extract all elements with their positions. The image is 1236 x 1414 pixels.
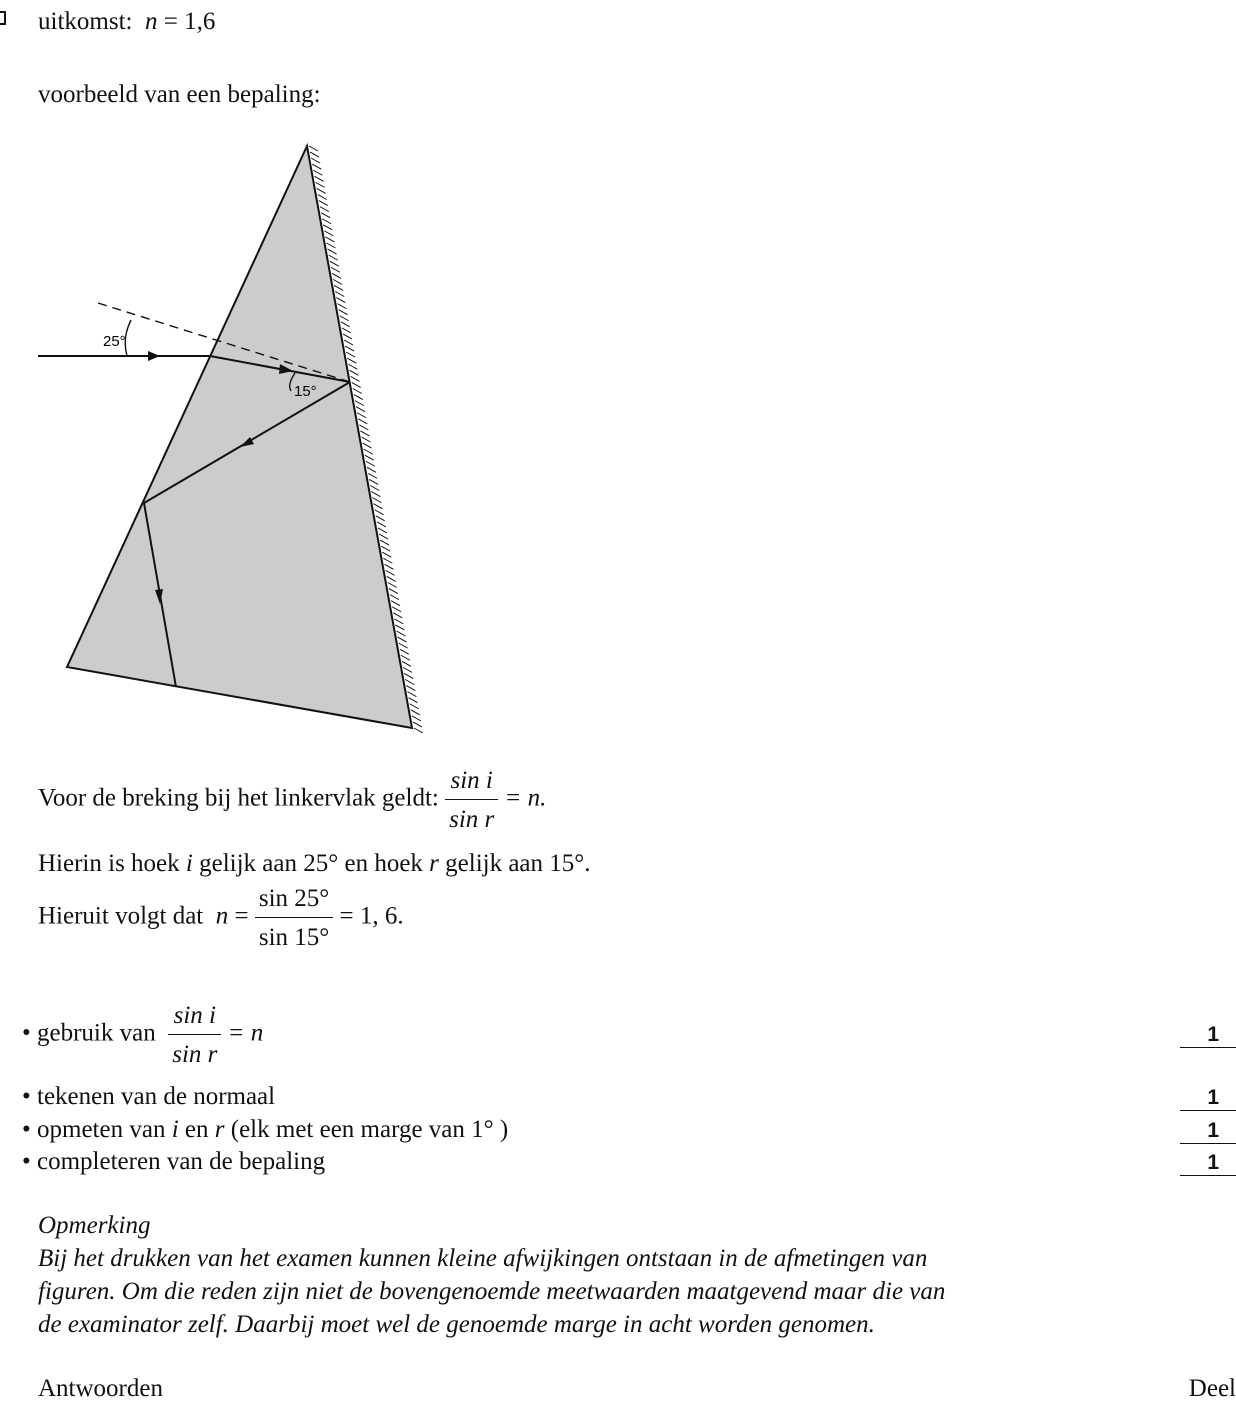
- hatch-mark: [340, 316, 349, 321]
- result-variable: n: [144, 8, 158, 35]
- remark-line: figuren. Om die reden zijn niet de bovengenoemde meetwaarden maatgevend maar die van: [38, 1278, 946, 1305]
- hatch-mark: [368, 473, 377, 478]
- footer-left: Antwoorden: [38, 1375, 163, 1402]
- hatch-mark: [369, 479, 378, 484]
- hatch-mark: [379, 534, 388, 539]
- hatch-mark: [362, 437, 371, 442]
- example-heading: voorbeeld van een bepaling:: [38, 81, 321, 108]
- criterion-text: gebruik van: [37, 1019, 156, 1047]
- hatch-mark: [371, 492, 380, 497]
- criterion-tail: = n: [227, 1019, 264, 1047]
- hatch-mark: [353, 389, 362, 394]
- result-value: = 1,6: [163, 8, 216, 35]
- explanation-line-1: [38, 768, 546, 832]
- result-fraction: [255, 886, 333, 950]
- hatch-mark: [397, 631, 406, 636]
- score-4: 1: [1180, 1152, 1236, 1176]
- hatch-mark: [344, 340, 353, 345]
- criterion-2: [22, 1084, 275, 1109]
- remark-line: de examinator zelf. Daarbij moet wel de genoemde marge in acht worden genomen.: [38, 1311, 875, 1338]
- hatch-mark: [323, 225, 332, 230]
- hatch-mark: [351, 376, 360, 381]
- hatch-mark: [398, 637, 407, 642]
- hatch-mark: [339, 310, 348, 315]
- hatch-mark: [388, 583, 397, 588]
- hatch-mark: [405, 680, 414, 685]
- hatch-mark: [381, 546, 390, 551]
- hatch-mark: [312, 164, 321, 169]
- hatch-mark: [402, 661, 411, 666]
- bullet: •: [22, 1083, 31, 1110]
- equals-sign: =: [234, 902, 249, 930]
- hatch-mark: [411, 710, 420, 715]
- explanation-tail-1: = n.: [504, 784, 547, 812]
- hatch-mark: [376, 516, 385, 521]
- hatch-mark: [356, 407, 365, 412]
- angle-label-15: 15°: [294, 383, 317, 400]
- hatch-mark: [349, 370, 358, 375]
- hatch-mark: [342, 328, 351, 333]
- fraction-numerator: sin i: [445, 768, 498, 800]
- explanation-text-2b: gelijk aan 25° en hoek: [199, 850, 423, 877]
- hatch-mark: [367, 467, 376, 472]
- hatch-mark: [375, 510, 384, 515]
- hatch-mark: [324, 231, 333, 236]
- fraction-denominator: sin r: [449, 806, 495, 833]
- incident-ray-arrow: [148, 351, 160, 361]
- hatch-mark: [346, 352, 355, 357]
- hatch-mark: [354, 395, 363, 400]
- hatch-mark: [364, 449, 373, 454]
- hatch-mark: [406, 686, 415, 691]
- hatch-mark: [358, 419, 367, 424]
- hatch-mark: [401, 655, 410, 660]
- hatch-mark: [313, 170, 322, 175]
- fraction-numerator: sin i: [168, 1003, 221, 1035]
- hatch-mark: [412, 716, 421, 721]
- hatch-mark: [363, 443, 372, 448]
- score-3: 1: [1180, 1120, 1236, 1144]
- hatch-mark: [327, 243, 336, 248]
- hatch-mark: [309, 146, 318, 151]
- hatch-mark: [321, 213, 330, 218]
- hatch-mark: [322, 219, 331, 224]
- variable-i: i: [171, 1116, 179, 1143]
- hatch-mark: [332, 273, 341, 278]
- hatch-mark: [320, 207, 329, 212]
- hatch-mark: [366, 461, 375, 466]
- hatch-mark: [355, 401, 364, 406]
- hatch-mark: [370, 486, 379, 491]
- hatch-mark: [316, 182, 325, 187]
- hatch-mark: [409, 698, 418, 703]
- hatch-mark: [345, 346, 354, 351]
- hatch-mark: [360, 431, 369, 436]
- bullet: •: [22, 1148, 31, 1175]
- hatch-mark: [352, 382, 361, 387]
- hatch-mark: [347, 358, 356, 363]
- hatch-mark: [378, 528, 387, 533]
- fraction-numerator: sin 25°: [255, 886, 333, 918]
- explanation-text-1: Voor de breking bij het linkervlak geldt:: [38, 784, 439, 812]
- hatch-mark: [325, 237, 334, 242]
- hatch-mark: [410, 704, 419, 709]
- hatch-mark: [374, 504, 383, 509]
- explanation-tail-3: = 1, 6.: [339, 902, 404, 930]
- variable-n: n: [215, 902, 229, 930]
- explanation-text-2c: gelijk aan 15°.: [445, 850, 591, 877]
- variable-i: i: [185, 850, 193, 877]
- hatch-mark: [334, 285, 343, 290]
- angle-arc-25: [125, 320, 131, 356]
- criterion-4: [22, 1149, 325, 1174]
- criterion-text-a: opmeten van: [37, 1116, 166, 1143]
- criterion-1: [22, 1003, 263, 1067]
- hatch-mark: [382, 552, 391, 557]
- hatch-mark: [413, 722, 422, 727]
- bullet: •: [22, 1116, 31, 1143]
- score-2: 1: [1180, 1087, 1236, 1111]
- hatch-mark: [348, 364, 357, 369]
- hatch-mark: [310, 152, 319, 157]
- hatch-mark: [314, 176, 323, 181]
- variable-r: r: [429, 850, 439, 877]
- snell-fraction: [445, 768, 498, 832]
- angle-label-25: 25°: [103, 333, 126, 350]
- hatch-mark: [333, 279, 342, 284]
- hatch-mark: [403, 667, 412, 672]
- variable-r: r: [214, 1116, 225, 1143]
- hatch-mark: [336, 298, 345, 303]
- remark-line: Bij het drukken van het examen kunnen kleine afwijkingen ontstaan in de afmetingen van: [38, 1245, 928, 1272]
- hatch-mark: [389, 589, 398, 594]
- hatch-mark: [335, 292, 344, 297]
- hatch-mark: [318, 195, 327, 200]
- hatch-mark: [357, 413, 366, 418]
- hatch-mark: [311, 158, 320, 163]
- hatch-mark: [329, 255, 338, 260]
- prism-shape: [67, 146, 412, 728]
- explanation-text-3: Hieruit volgt dat: [38, 902, 204, 930]
- hatch-mark: [383, 558, 392, 563]
- criterion-text: completeren van de bepaling: [37, 1148, 326, 1175]
- hatch-mark: [384, 564, 393, 569]
- hatch-mark: [380, 540, 389, 545]
- explanation-line-3: [38, 886, 404, 950]
- hatch-mark: [404, 673, 413, 678]
- criterion-text: tekenen van de normaal: [37, 1083, 276, 1110]
- remark-block: [38, 1209, 945, 1341]
- hatch-mark: [328, 249, 337, 254]
- explanation-line-2: [38, 850, 591, 878]
- hatch-mark: [395, 625, 404, 630]
- criterion-text-b: en: [184, 1116, 209, 1143]
- score-1: 1: [1180, 1024, 1236, 1048]
- hatch-mark: [407, 692, 416, 697]
- hatch-mark: [400, 649, 409, 654]
- hatch-mark: [414, 728, 423, 733]
- hatch-mark: [390, 595, 399, 600]
- bullet: •: [22, 1019, 31, 1047]
- footer-right: Deel: [1188, 1375, 1236, 1402]
- hatch-mark: [394, 619, 403, 624]
- explanation-text-2a: Hierin is hoek: [38, 850, 180, 877]
- hatch-mark: [387, 576, 396, 581]
- hatch-mark: [377, 522, 386, 527]
- remark-title: Opmerking: [38, 1212, 151, 1239]
- hatch-mark: [399, 643, 408, 648]
- hatch-mark: [393, 613, 402, 618]
- criterion-text-c: (elk met een marge van 1° ): [230, 1116, 509, 1143]
- hatch-mark: [331, 267, 340, 272]
- hatch-mark: [359, 425, 368, 430]
- hatch-mark: [341, 322, 350, 327]
- hatch-mark: [337, 304, 346, 309]
- hatch-mark: [386, 570, 395, 575]
- criterion-3: [22, 1117, 508, 1142]
- hatch-mark: [330, 261, 339, 266]
- hatch-mark: [365, 455, 374, 460]
- hatch-mark: [392, 607, 401, 612]
- hatch-mark: [372, 498, 381, 503]
- hatch-mark: [317, 188, 326, 193]
- fraction-denominator: sin r: [172, 1041, 218, 1068]
- criterion-fraction: [168, 1003, 221, 1067]
- fraction-denominator: sin 15°: [258, 924, 330, 951]
- hatch-mark: [343, 334, 352, 339]
- hatch-mark: [391, 601, 400, 606]
- result-label: uitkomst:: [38, 8, 133, 35]
- hatch-mark: [319, 201, 328, 206]
